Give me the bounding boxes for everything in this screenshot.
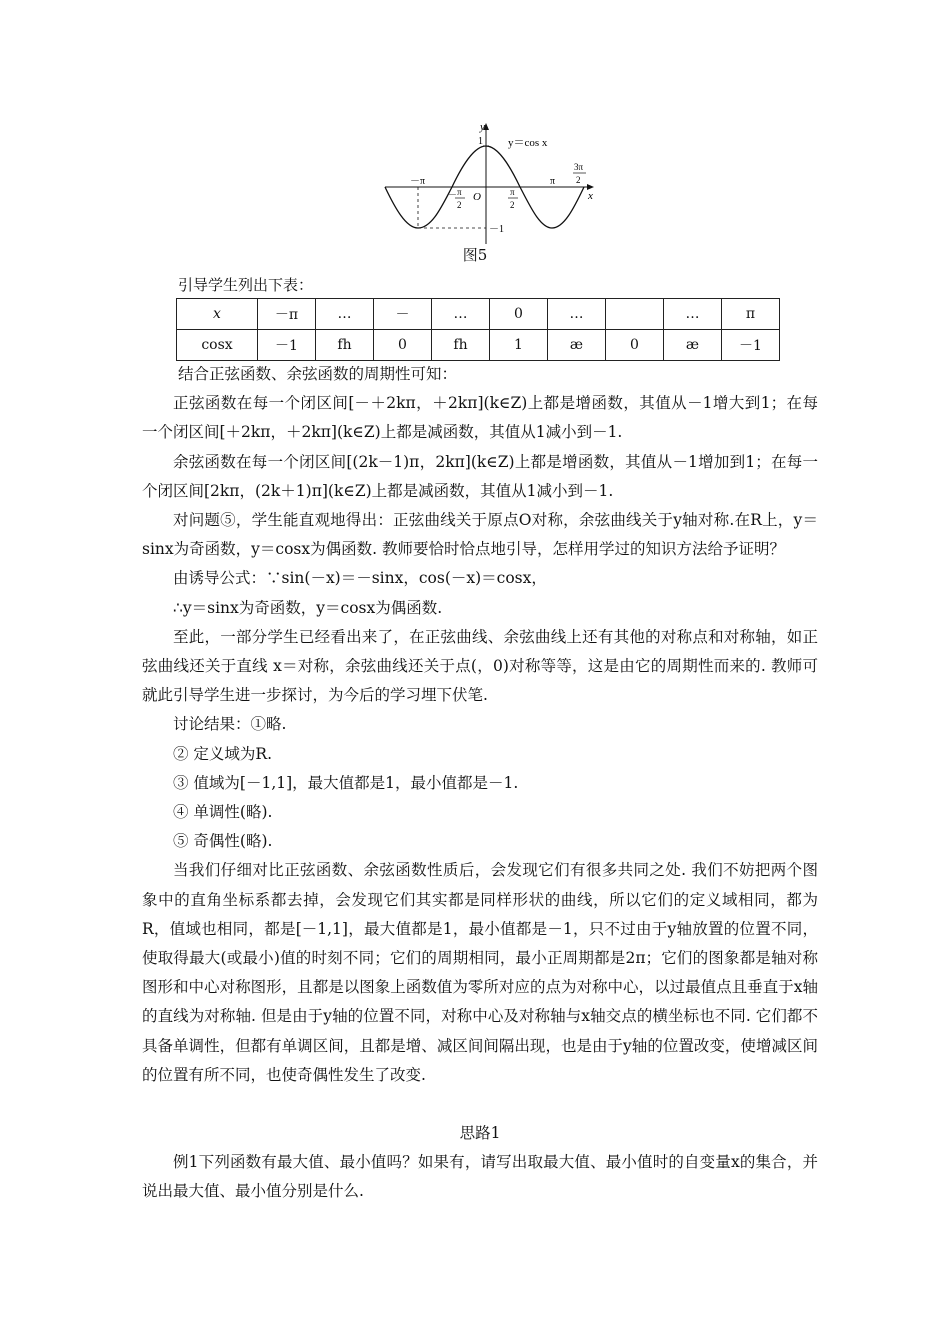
table-cell: … — [432, 299, 490, 330]
paragraph: 讨论结果：①略. — [173, 715, 287, 734]
y-value-one: 1 — [478, 136, 483, 147]
table-cell: －π — [258, 299, 316, 330]
paragraph: ② 定义域为R. — [173, 744, 273, 763]
origin-label: O — [473, 191, 481, 203]
y-axis-label: y — [480, 121, 485, 133]
figure-caption: 图5 — [462, 246, 488, 264]
table-cell: cosx — [177, 330, 258, 361]
table-cell: æ — [548, 330, 606, 361]
paragraph: 正弦函数在每一个闭区间[－＋2kπ，＋2kπ](k∈Z)上都是增函数，其值从－1增大到1；在每一个闭区间[＋2kπ，＋2kπ](k∈Z)上都是减函数，其值从1减小到－1. — [142, 394, 818, 442]
table-cell: 0 — [374, 330, 432, 361]
table-cell — [606, 299, 664, 330]
cosine-graph — [380, 118, 610, 248]
table-intro: 引导学生列出下表： — [178, 276, 314, 294]
table-cell: －1 — [258, 330, 316, 361]
table-cell: 0 — [606, 330, 664, 361]
section-title: 思路1 — [459, 1124, 501, 1143]
neg-half-pi-sign: － — [448, 190, 458, 200]
table-cell: … — [664, 299, 722, 330]
paragraph: ⑤ 奇偶性(略). — [173, 832, 273, 851]
table-cell: fh — [432, 330, 490, 361]
neg-pi-label: －π — [410, 176, 426, 187]
three-half-pi-num: 3π — [574, 162, 584, 172]
paragraph: 结合正弦函数、余弦函数的周期性可知： — [178, 365, 458, 383]
x-axis-label: x — [588, 190, 593, 202]
table-cell: π — [722, 299, 780, 330]
table-cell: æ — [664, 330, 722, 361]
table-cell: x — [177, 299, 258, 330]
table-cell: －1 — [722, 330, 780, 361]
table-cell: － — [374, 299, 432, 330]
example-paragraph: 例1下列函数有最大值、最小值吗？如果有，请写出取最大值、最小值时的自变量x的集合，并说出最大值、最小值分别是什么. — [142, 1153, 818, 1201]
paragraph: ③ 值域为[－1,1]，最大值都是1，最小值都是－1. — [173, 773, 519, 792]
paragraph: 余弦函数在每一个闭区间[(2k－1)π，2kπ](k∈Z)上都是增函数，其值从－1增加到1；在每一个闭区间[2kπ，(2k＋1)π](k∈Z)上都是减函数，其值从1减小到－1. — [142, 452, 818, 500]
paragraph: 由诱导公式：∵sin(－x)＝－sinx，cos(－x)＝cosx， — [173, 569, 547, 588]
paragraph: ∴y＝sinx为奇函数，y＝cosx为偶函数. — [173, 598, 443, 617]
table-cell: 0 — [490, 299, 548, 330]
half-pi-den: 2 — [510, 200, 515, 210]
paragraph: 至此，一部分学生已经看出来了，在正弦曲线、余弦曲线上还有其他的对称点和对称轴，如正弦曲线还关于直线 x＝对称，余弦曲线还关于点(，0)对称等等，这是由它的周期性而来的. 教师可就此引导学生进一步探讨，为今后的学习埋下伏笔. — [142, 627, 818, 705]
cosine-value-table — [176, 298, 780, 361]
table-cell: … — [548, 299, 606, 330]
table-row — [177, 330, 780, 361]
three-half-pi-den: 2 — [576, 175, 581, 185]
paragraph: 当我们仔细对比正弦函数、余弦函数性质后，会发现它们有很多共同之处. 我们不妨把两个图象中的直角坐标系都去掉，会发现它们其实都是同样形状的曲线，所以它们的定义域相同，都为R，值域也相同，都是[－1,1]，最大值都是1，最小值都是－1，只不过由于y轴放置的位置不同，使取得最大(或最小)值的时刻不同；它们的周期相同，最小正周期都是2π；它们的图象都是轴对称图形和中心对称图形，且都是以图象上函数值为零所对应的点为对称中心，以过最值点且垂直于x轴的直线为对称轴. 但是由于y轴的位置不同，对称中心及对称轴与x轴交点的横坐标也不同. 它们都不具备单调性，但都有单调区间，且都是增、减区间间隔出现，也是由于y轴的位置改变，使增减区间的位置有所不同，也使奇偶性发生了改变. — [142, 861, 818, 1084]
pi-label: π — [550, 176, 556, 187]
paragraph: 对问题⑤，学生能直观地得出：正弦曲线关于原点O对称，余弦曲线关于y轴对称.在R上，y＝sinx为奇函数，y＝cosx为偶函数. 教师要恰时恰点地引导，怎样用学过的知识方法给予证明？ — [142, 511, 818, 559]
paragraph: ④ 单调性(略). — [173, 803, 273, 822]
table-cell: … — [316, 299, 374, 330]
neg-half-pi-den: 2 — [457, 200, 462, 210]
neg-half-pi-num: π — [457, 187, 462, 197]
body-text — [142, 360, 818, 1207]
table-cell: fh — [316, 330, 374, 361]
curve-label: y＝cos x — [508, 137, 548, 149]
table-cell: 1 — [490, 330, 548, 361]
half-pi-num: π — [510, 187, 515, 197]
y-value-minus-one: －1 — [489, 224, 504, 235]
table-row — [177, 299, 780, 330]
